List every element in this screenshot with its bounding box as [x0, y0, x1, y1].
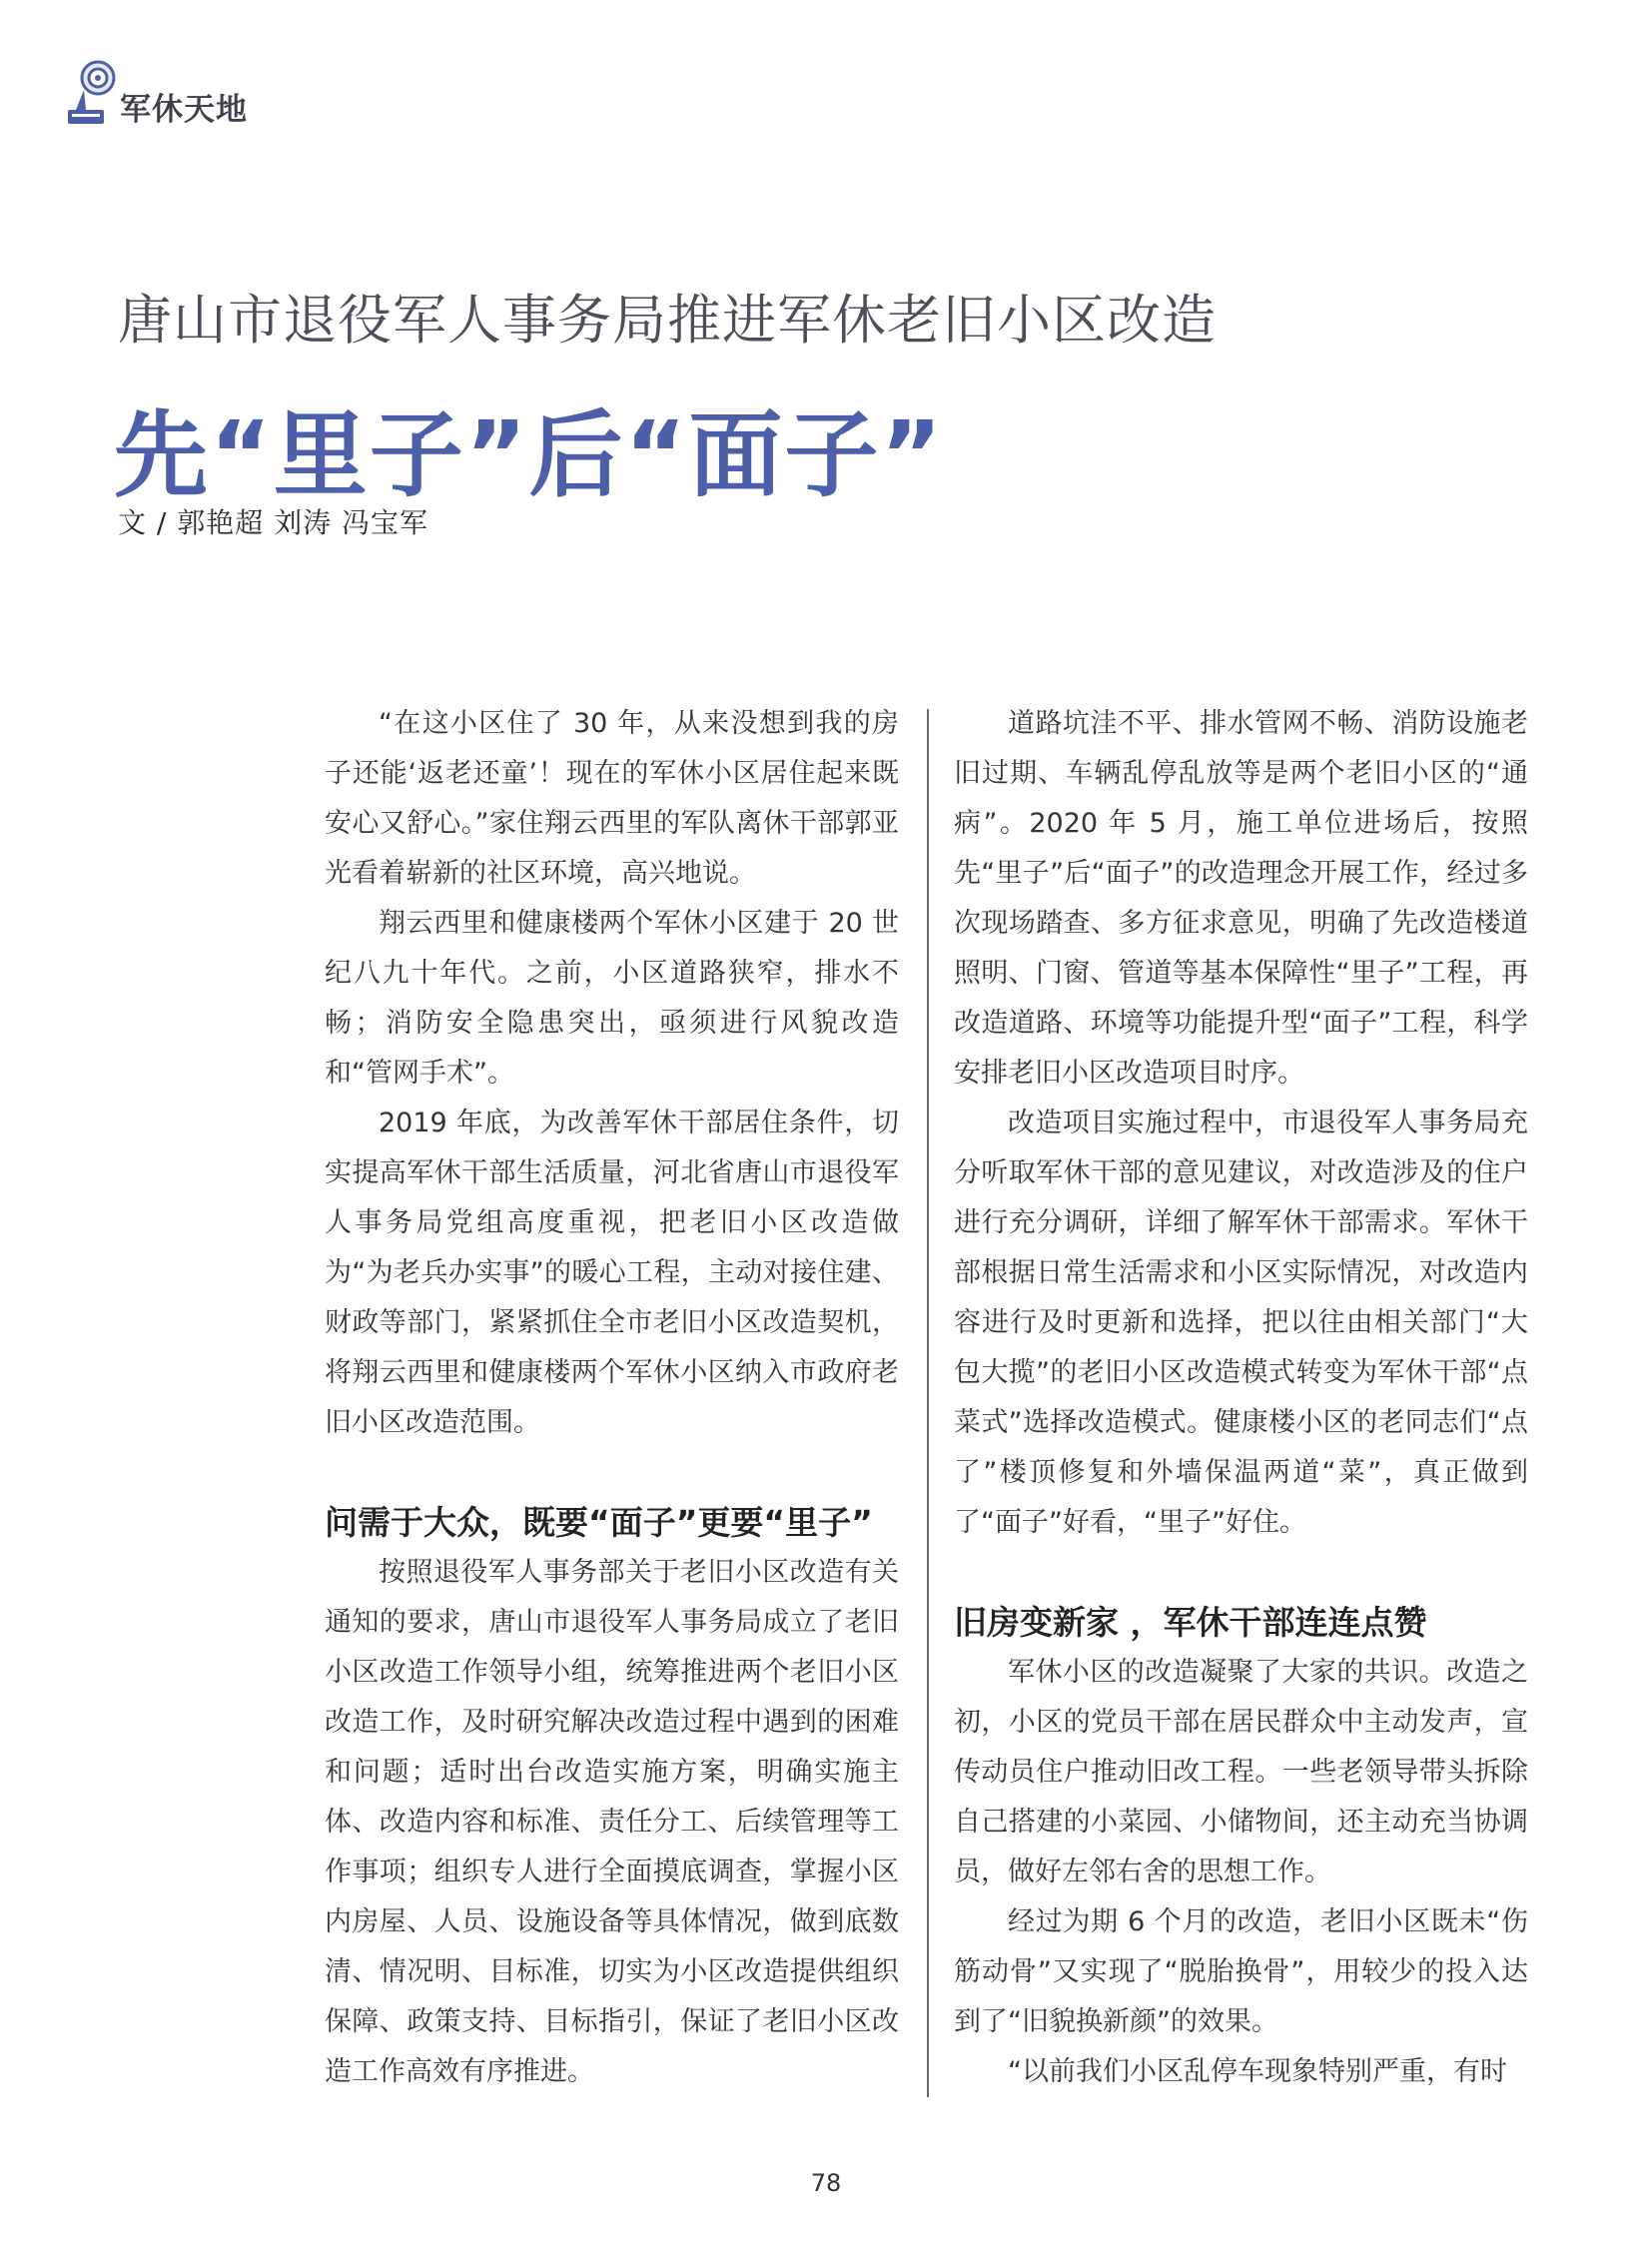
section-heading: 问需于大众，既要“面子”更要“里子”	[325, 1503, 873, 1542]
paragraph: 按照退役军人事务部关于老旧小区改造有关通知的要求，唐山市退役军人事务局成立了老旧小区改造工作领导小组，统筹推进两个老旧小区改造工作，及时研究解决改造过程中遇到的困难和问题；适时出台改造实施方案，明确实施主体、改造内容和标准、责任分工、后续管理等工作事项；组织专人进行全面摸底调查，掌握小区内房屋、人员、设施设备等具体情况，做到底数清、情况明、目标准，切实为小区改造提供组织保障、政策支持、目标指引，保证了老旧小区改造工作高效有序推进。	[325, 1557, 899, 2087]
paragraph: 2019 年底，为改善军休干部居住条件，切实提高军休干部生活质量，河北省唐山市退役军人事务局党组高度重视，把老旧小区改造做为“为老兵办实事”的暖心工程，主动对接住建、财政等部门，紧紧抓住全市老旧小区改造契机，将翔云西里和健康楼两个军休小区纳入市政府老旧小区改造范围。	[325, 1108, 899, 1438]
paragraph: “在这小区住了 30 年，从来没想到我的房子还能‘返老还童’！现在的军休小区居住起来既安心又舒心。”家住翔云西里的军队离休干部郭亚光看着崭新的社区环境，高兴地说。	[325, 708, 899, 889]
page-number: 78	[810, 2169, 842, 2197]
paragraph: 改造项目实施过程中，市退役军人事务局充分听取军休干部的意见建议，对改造涉及的住户进行充分调研，详细了解军休干部需求。军休干部根据日常生活需求和小区实际情况，对改造内容进行及时更新和选择，把以往由相关部门“大包大揽”的老旧小区改造模式转变为军休干部“点菜式”选择改造模式。健康楼小区的老同志们“点了”楼顶修复和外墙保温两道“菜”，真正做到了“面子”好看，“里子”好住。	[954, 1108, 1528, 1538]
gramophone-icon	[64, 60, 128, 130]
paragraph: 道路坑洼不平、排水管网不畅、消防设施老旧过期、车辆乱停乱放等是两个老旧小区的“通病”。2020 年 5 月，施工单位进场后，按照先“里子”后“面子”的改造理念开展工作，经过多次现场踏查、多方征求意见，明确了先改造楼道照明、门窗、管道等基本保障性“里子”工程，再改造道路、环境等功能提升型“面子”工程，科学安排老旧小区改造项目时序。	[954, 708, 1528, 1089]
article-title: 先“里子”后“面子”	[114, 401, 945, 510]
byline: 文 / 郭艳超 刘涛 冯宝军	[118, 506, 429, 539]
right-column	[954, 699, 1528, 2097]
paragraph: 经过为期 6 个月的改造，老旧小区既未“伤筋动骨”又实现了“脱胎换骨”，用较少的投入达到了“旧貌换新颜”的效果。	[954, 1906, 1528, 2037]
left-column	[325, 699, 899, 2097]
paragraph: 军休小区的改造凝聚了大家的共识。改造之初，小区的党员干部在居民群众中主动发声，宣传动员住户推动旧改工程。一些老领导带头拆除自己搭建的小菜园、小储物间，还主动充当协调员，做好左邻右舍的思想工作。	[954, 1657, 1528, 1887]
article-subtitle: 唐山市退役军人事务局推进军休老旧小区改造	[118, 289, 1217, 352]
paragraph: “以前我们小区乱停车现象特别严重，有时	[1008, 2056, 1507, 2087]
column-divider	[927, 709, 929, 2097]
paragraph: 翔云西里和健康楼两个军休小区建于 20 世纪八九十年代。之前，小区道路狭窄，排水不畅；消防安全隐患突出，亟须进行风貌改造和“管网手术”。	[325, 908, 899, 1089]
section-label: 军休天地	[120, 92, 248, 128]
section-heading: 旧房变新家 ，军休干部连连点赞	[954, 1603, 1427, 1642]
